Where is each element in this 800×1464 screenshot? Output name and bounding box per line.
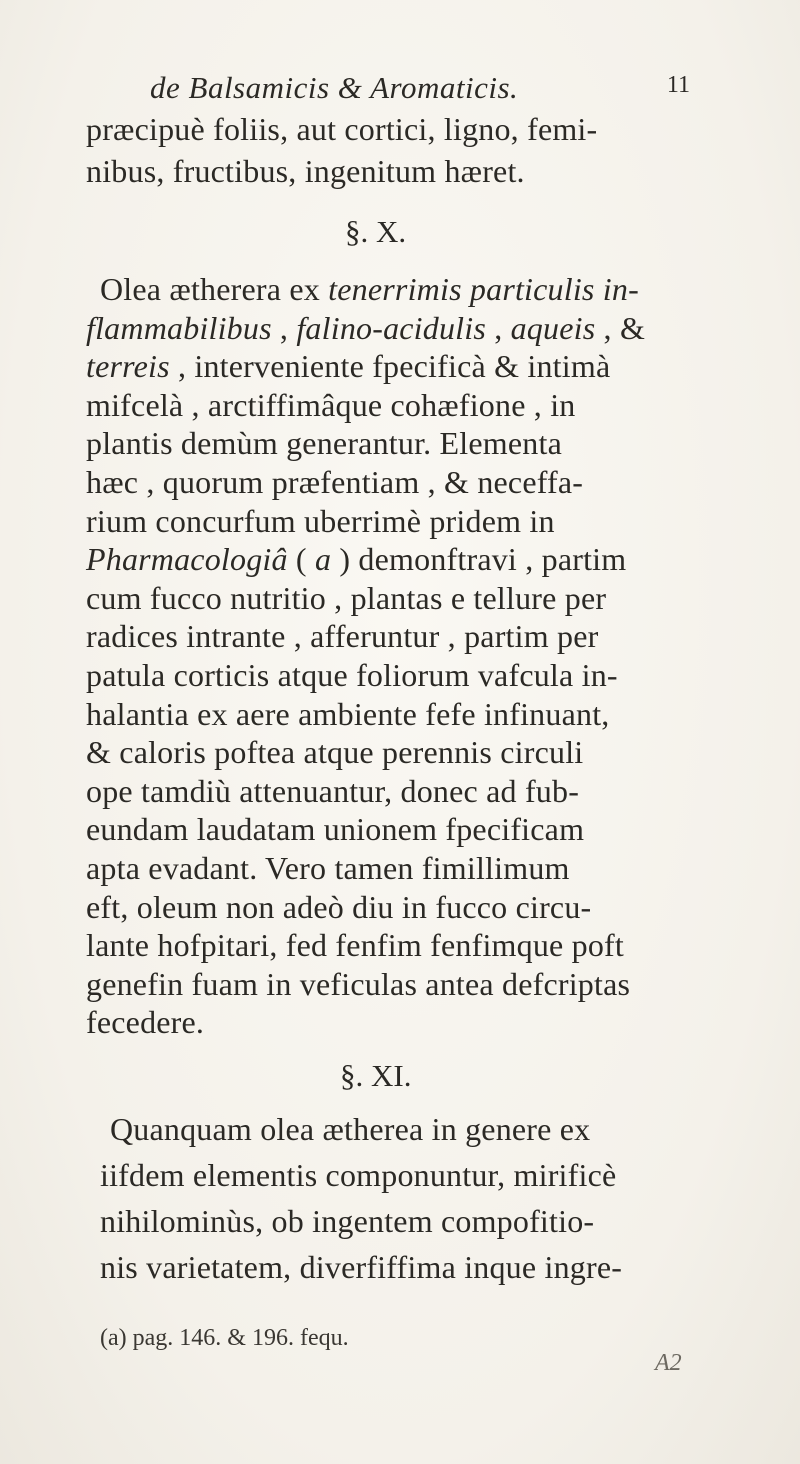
text-run: mifcelà , arctiffimâque cohæfione , in xyxy=(86,386,576,423)
text-line xyxy=(100,268,639,310)
text-line xyxy=(86,1001,204,1043)
italic-run: tenerrimis particulis in- xyxy=(328,271,639,307)
footnote: (a) pag. 146. & 196. fequ. xyxy=(100,1325,349,1351)
text-line xyxy=(86,500,555,542)
text-run: & caloris poftea atque perennis circuli xyxy=(86,734,584,771)
section-heading-xi: §. XI. xyxy=(340,1058,412,1093)
text-line xyxy=(86,808,584,850)
text-run: hæc , quorum præfentiam , & neceffa- xyxy=(86,464,584,500)
section-heading-x: §. X. xyxy=(345,214,407,249)
text-line xyxy=(86,422,562,464)
italic-run: a xyxy=(314,541,332,578)
text-line xyxy=(86,731,583,773)
text-run: , xyxy=(486,309,511,346)
text-run: fecedere. xyxy=(86,1004,205,1041)
text-run: lante hofpitari, fed fenfim fenfimque poft xyxy=(86,927,624,964)
text-line xyxy=(86,384,576,426)
text-line xyxy=(86,654,618,696)
text-run: genefin fuam in veficulas antea defcriptas xyxy=(86,965,631,1002)
text-run: patula corticis atque foliorum vafcula in- xyxy=(86,657,618,693)
text-run: apta evadant. Vero tamen fimillimum xyxy=(86,850,570,886)
italic-run: falino-acidulis xyxy=(296,309,486,346)
text-run: halantia ex aere ambiente fefe infinuant, xyxy=(86,695,610,732)
italic-run: terreis xyxy=(86,348,170,385)
text-run: , xyxy=(271,309,297,346)
text-run: , & xyxy=(595,309,646,346)
text-line: præcipuè foliis, aut cortici, ligno, femi- xyxy=(86,111,598,147)
italic-run: flammabilibus xyxy=(86,309,272,346)
text-run: Olea ætherera ex xyxy=(100,271,329,307)
text-line xyxy=(86,461,583,503)
italic-run: Pharmacologiâ xyxy=(86,541,288,578)
text-run: cum fucco nutritio , plantas e tellure per xyxy=(86,579,607,616)
text-run: plantis demùm generantur. Elementa xyxy=(86,425,562,462)
page-number: 11 xyxy=(666,72,690,98)
running-title: de Balsamicis & Aromaticis. xyxy=(150,70,519,105)
text-line: iifdem elementis componuntur, mirificè xyxy=(100,1157,617,1193)
text-run: ope tamdiù attenuantur, donec ad fub- xyxy=(86,772,580,809)
text-line xyxy=(86,538,626,580)
signature-mark: A2 xyxy=(655,1350,682,1376)
text-line xyxy=(86,963,630,1005)
italic-run: aqueis xyxy=(510,309,596,346)
text-line xyxy=(86,577,606,619)
text-line xyxy=(86,345,610,387)
text-line xyxy=(86,307,645,349)
text-line: nibus, fructibus, ingenitum hæret. xyxy=(86,153,525,189)
text-run: eundam laudatam unionem fpecificam xyxy=(86,811,585,848)
text-line xyxy=(86,615,598,657)
text-run: , interveniente fpecificà & intimà xyxy=(169,348,611,385)
text-line: nis varietatem, diverfiffima inque ingre- xyxy=(100,1249,623,1285)
text-run: rium concurfum uberrimè pridem in xyxy=(86,502,555,539)
text-line xyxy=(86,770,579,812)
text-line: nihilominùs, ob ingentem compofitio- xyxy=(100,1203,595,1239)
text-run: radices intrante , afferuntur , partim per xyxy=(86,618,599,655)
text-line xyxy=(86,886,591,928)
text-line xyxy=(86,847,570,889)
text-line: Quanquam olea ætherea in genere ex xyxy=(110,1111,591,1147)
text-run: ( xyxy=(287,541,315,578)
text-run: eft, oleum non adeò diu in fucco circu- xyxy=(86,888,592,925)
text-run: ) demonftravi , partim xyxy=(331,541,627,578)
text-line xyxy=(86,693,609,735)
text-line xyxy=(86,924,624,966)
